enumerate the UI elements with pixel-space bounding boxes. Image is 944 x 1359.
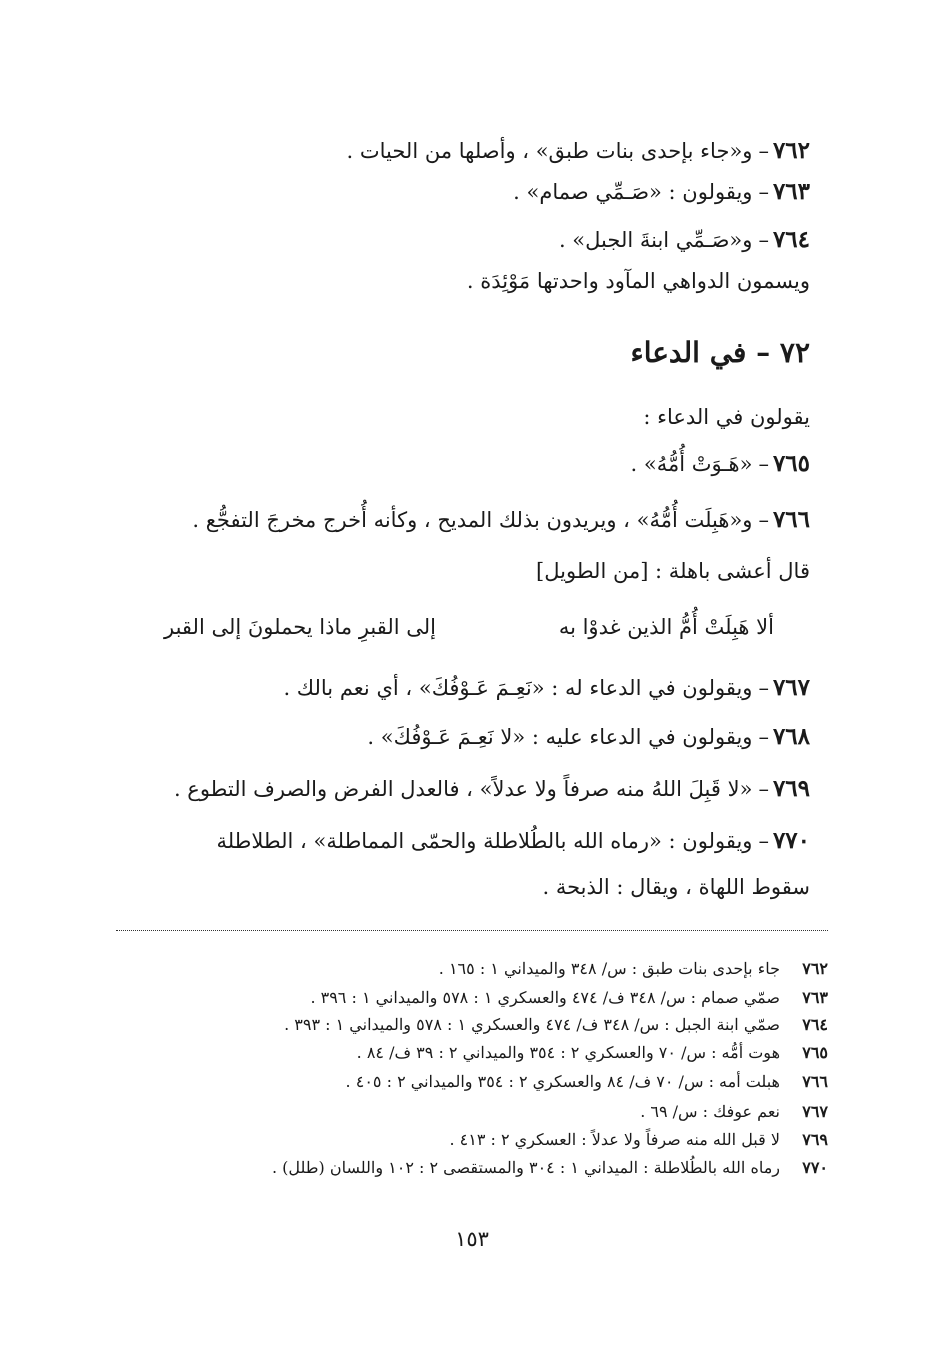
footnote-number: ٧٦٦ (802, 1072, 828, 1091)
entry-769: ٧٦٩–«لا قَبِلَ اللهُ منه صرفاً ولا عدلاً» ، فالعدل الفرض والصرف التطوع . (173, 775, 810, 802)
footnote-number: ٧٧٠ (802, 1158, 828, 1177)
entry-number: ٧٦٦ (772, 506, 810, 533)
verse-first-hemistich: ألا هَبِلَتْ أُمُّ الذين غدوْا به (558, 615, 774, 639)
footnote-number: ٧٦٧ (802, 1102, 828, 1121)
entry-text: ويقولون : «صَـمِّي صمام» . (513, 180, 753, 204)
entry-number: ٧٦٧ (772, 674, 810, 701)
entry-text: و«صَـمِّي ابنةَ الجبل» . (558, 228, 753, 252)
verse-second-hemistich: إلى القبرِ ماذا يحملونَ إلى القبر (164, 615, 437, 639)
footnote-762 (439, 958, 828, 980)
entry-number: ٧٦٢ (772, 137, 810, 164)
footnote-number: ٧٦٤ (802, 1015, 828, 1034)
intro-line: يقولون في الدعاء : (643, 405, 810, 429)
entry-text: ويقولون : «رماه الله بالطُلاطلة والحمّى المماطلة» ، الطلاطلة (216, 829, 753, 853)
entry-number: ٧٧٠ (772, 827, 810, 854)
continuation-line: سقوط اللهاة ، ويقال : الذبحة . (542, 875, 810, 899)
section-heading: ٧٢ – في الدعاء (630, 336, 810, 369)
page-number: ١٥٣ (455, 1227, 489, 1251)
footnote-766 (346, 1071, 828, 1093)
footnote-number: ٧٦٥ (802, 1043, 828, 1062)
entry-764: ٧٦٤–و«صَـمِّي ابنةَ الجبل» . (558, 226, 810, 253)
note-line: ويسمون الدواهي المآود واحدتها مَوْئِدَة . (466, 269, 810, 293)
footnote-765 (357, 1042, 828, 1064)
section-number: ٧٢ (779, 336, 810, 369)
entry-766: ٧٦٦–و«هَبِلَت أُمُّهُ» ، ويريدون بذلك المديح ، وكأنه أُخرج مخرجَ التفجُّع . (192, 506, 810, 533)
footnote-text: هبلت أمه : س/ ٧٠ ف/ ٨٤ والعسكري ٢ : ٣٥٤ والميداني ٢ : ٤٠٥ . (345, 1072, 780, 1091)
footnote-number: ٧٦٢ (802, 959, 828, 978)
entry-763: ٧٦٣–ويقولون : «صَـمِّي صمام» . (513, 178, 810, 205)
footnote-764 (284, 1014, 828, 1036)
entry-text: و«جاء بإحدى بنات طبق» ، وأصلها من الحيات . (346, 139, 753, 163)
section-title: في الدعاء (630, 336, 747, 369)
entry-text: «هَـوَتْ أُمُّهُ» . (630, 452, 753, 476)
footnote-769 (449, 1129, 828, 1151)
entry-text: «لا قَبِلَ اللهُ منه صرفاً ولا عدلاً» ، فالعدل الفرض والصرف التطوع . (173, 777, 753, 801)
footnote-text: هوت أمُّه : س/ ٧٠ والعسكري ٢ : ٣٥٤ والميداني ٢ : ٣٩ ف/ ٨٤ . (356, 1043, 780, 1062)
footnote-763 (310, 987, 828, 1009)
entry-number: ٧٦٩ (772, 775, 810, 802)
footnote-text: لا قبل الله منه صرفاً ولا عدلاً : العسكري ٢ : ٤١٣ . (449, 1130, 780, 1149)
footnote-number: ٧٦٩ (802, 1130, 828, 1149)
entry-768: ٧٦٨–ويقولون في الدعاء عليه : «لا نَعِـمَ عَـوْفُكَ» . (367, 723, 810, 750)
entry-765: ٧٦٥–«هَـوَتْ أُمُّهُ» . (630, 450, 810, 477)
entry-text: و«هَبِلَت أُمُّهُ» ، ويريدون بذلك المديح ، وكأنه أُخرج مخرجَ التفجُّع . (192, 508, 753, 532)
footnote-text: جاء بإحدى بنات طبق : س/ ٣٤٨ والميداني ١ : ١٦٥ . (438, 959, 780, 978)
footnote-number: ٧٦٣ (802, 988, 828, 1007)
poet-line: قال أعشى باهلة : [من الطويل] (536, 559, 810, 583)
footnote-text: صمّي صمام : س/ ٣٤٨ ف/ ٤٧٤ والعسكري ١ : ٥٧٨ والميداني ١ : ٣٩٦ . (310, 988, 780, 1007)
footnote-text: صمّي ابنة الجبل : س/ ٣٤٨ ف/ ٤٧٤ والعسكري ١ : ٥٧٨ والميداني ١ : ٣٩٣ . (284, 1015, 780, 1034)
entry-number: ٧٦٨ (772, 723, 810, 750)
entry-text: ويقولون في الدعاء له : «نَعِـمَ عَـوْفُكَ» ، أي نعم بالك . (283, 676, 753, 700)
entry-text: ويقولون في الدعاء عليه : «لا نَعِـمَ عَـوْفُكَ» . (367, 725, 753, 749)
footnote-text: رماه الله بالطُلاطلة : الميداني ١ : ٣٠٤ والمستقصى ٢ : ١٠٢ واللسان (طلل) . (271, 1158, 780, 1177)
footnote-767 (640, 1101, 828, 1123)
footnote-text: نعم عوفك : س/ ٦٩ . (640, 1102, 780, 1121)
entry-770: ٧٧٠–ويقولون : «رماه الله بالطُلاطلة والحمّى المماطلة» ، الطلاطلة (216, 827, 810, 854)
footnote-770 (272, 1157, 828, 1179)
entry-number: ٧٦٤ (772, 226, 810, 253)
entry-number: ٧٦٣ (772, 178, 810, 205)
entry-762: ٧٦٢–و«جاء بإحدى بنات طبق» ، وأصلها من الحيات . (346, 137, 810, 164)
entry-767: ٧٦٧–ويقولون في الدعاء له : «نَعِـمَ عَـوْفُكَ» ، أي نعم بالك . (283, 674, 810, 701)
entry-number: ٧٦٥ (772, 450, 810, 477)
footnote-separator (116, 930, 828, 931)
